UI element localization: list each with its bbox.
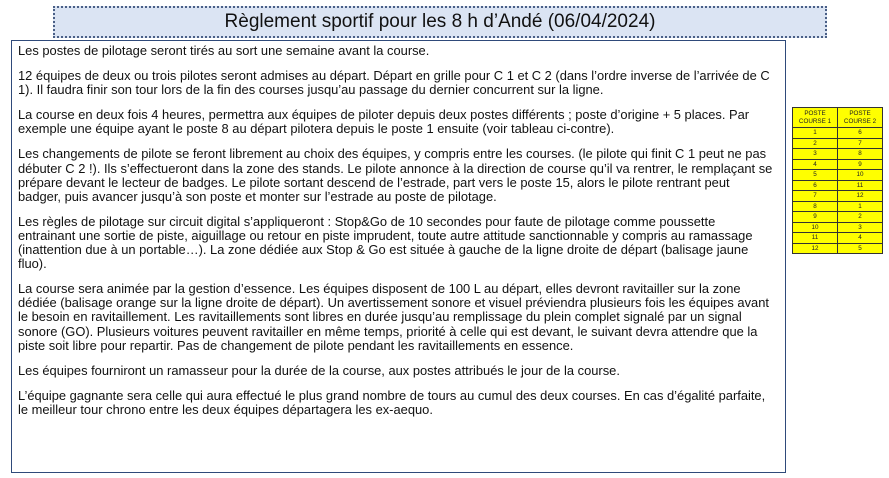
table-row xyxy=(793,128,883,139)
table-cell-course-1: 11 xyxy=(793,233,838,244)
table-cell-course-2: 1 xyxy=(838,201,883,212)
table-cell-course-2: 3 xyxy=(838,222,883,233)
table-cell-course-1: 5 xyxy=(793,170,838,181)
rule-paragraph-marshals: Les équipes fourniront un ramasseur pour la durée de la course, aux postes attribués le jour de la course. xyxy=(18,362,620,378)
table-header-course-1: POSTE COURSE 1 xyxy=(793,108,838,128)
table-cell-course-1: 10 xyxy=(793,222,838,233)
rule-paragraph-draw: Les postes de pilotage seront tirés au sort une semaine avant la course. xyxy=(18,43,430,58)
table-row xyxy=(793,159,883,170)
table-cell-course-2: 6 xyxy=(838,128,883,139)
rules-text-box xyxy=(11,40,786,473)
station-rotation-table xyxy=(792,107,883,254)
table-row xyxy=(793,191,883,202)
table-row xyxy=(793,149,883,160)
table-cell-course-1: 1 xyxy=(793,128,838,139)
table-cell-course-1: 4 xyxy=(793,159,838,170)
rule-paragraph-race-format: La course en deux fois 4 heures, permettra aux équipes de piloter depuis deux postes différents ; poste d’origine + 5 places. Par exemple une équipe ayant le poste 8 au départ pilotera depuis le poste 1 ensuite (voir tableau ci-contre). xyxy=(18,107,750,137)
table-cell-course-2: 10 xyxy=(838,170,883,181)
table-row xyxy=(793,243,883,254)
table-row xyxy=(793,138,883,149)
table-row xyxy=(793,212,883,223)
rule-paragraph-fuel: La course sera animée par la gestion d’essence. Les équipes disposent de 100 L au départ, elles devront ravitailler sur la zone dédiée (balisage orange sur la ligne droite de départ). Un avertissement sonore et visuel préviendra plusieurs fois les équipes avant le besoin en ravitaillement. Les ravitaillements sont libres en durée jusqu’au remplissage du plein complet signalé par un signal sonore (GO). Plusieurs voitures peuvent ravitailler en même temps, priorité à celle qui est devant, le suivant devra attendre que la piste soit libre pour repartir. Pas de changement de pilote pendant les ravitaillements en essence. xyxy=(18,281,769,353)
table-body xyxy=(793,128,883,254)
table-cell-course-1: 8 xyxy=(793,201,838,212)
table-cell-course-1: 6 xyxy=(793,180,838,191)
table-header-row xyxy=(793,108,883,128)
rule-paragraph-driver-changes: Les changements de pilote se feront librement au choix des équipes, y compris entre les courses. (le pilote qui finit C 1 peut ne pas débuter C 2 !). Ils s’effectueront dans la zone des stands. Le pilote annonce à la direction de course qu’il va rentrer, le remplaçant se prépare devant le lecteur de badges. Le pilote sortant descend de l’estrade, part vers le poste 15, alors le pilote rentrant peut badger, puis avancer jusqu’à son poste et monter sur l’estrade au poste de pilotage. xyxy=(18,146,773,204)
table-row xyxy=(793,180,883,191)
table-cell-course-1: 2 xyxy=(793,138,838,149)
table-cell-course-1: 3 xyxy=(793,149,838,160)
rule-paragraph-teams: 12 équipes de deux ou trois pilotes seront admises au départ. Départ en grille pour C 1 et C 2 (dans l’ordre inverse de l’arrivée de C 1). Il faudra finir son tour lors de la fin des courses jusqu’au passage du dernier concurrent sur la ligne. xyxy=(18,68,770,98)
page-title: Règlement sportif pour les 8 h d’Andé (06/04/2024) xyxy=(224,11,656,32)
table-row xyxy=(793,170,883,181)
table-cell-course-2: 5 xyxy=(838,243,883,254)
table-row xyxy=(793,233,883,244)
table-cell-course-1: 12 xyxy=(793,243,838,254)
table-header-course-2: POSTE COURSE 2 xyxy=(838,108,883,128)
table-cell-course-1: 7 xyxy=(793,191,838,202)
page-title-box xyxy=(53,6,827,38)
rule-paragraph-winner: L’équipe gagnante sera celle qui aura effectué le plus grand nombre de tours au cumul des deux courses. En cas d’égalité parfaite, le meilleur tour chrono entre les deux équipes départagera les ex-aequo. xyxy=(18,387,766,417)
table-cell-course-2: 11 xyxy=(838,180,883,191)
rule-paragraph-penalties: Les règles de pilotage sur circuit digital s’appliqueront : Stop&Go de 10 secondes pour faute de pilotage comme poussette entrainant une sortie de piste, aiguillage ou retour en piste imprudent, toute autre attitude sanctionnable y compris au ramassage (inattention due à un portable…). La zone dédiée aux Stop & Go est située à gauche de la ligne droite de départ (balisage jaune fluo). xyxy=(18,213,753,272)
table-cell-course-2: 8 xyxy=(838,149,883,160)
table-row xyxy=(793,222,883,233)
table-cell-course-2: 7 xyxy=(838,138,883,149)
table-cell-course-1: 9 xyxy=(793,212,838,223)
table-cell-course-2: 9 xyxy=(838,159,883,170)
table-row xyxy=(793,201,883,212)
table-cell-course-2: 2 xyxy=(838,212,883,223)
table-cell-course-2: 4 xyxy=(838,233,883,244)
table-cell-course-2: 12 xyxy=(838,191,883,202)
